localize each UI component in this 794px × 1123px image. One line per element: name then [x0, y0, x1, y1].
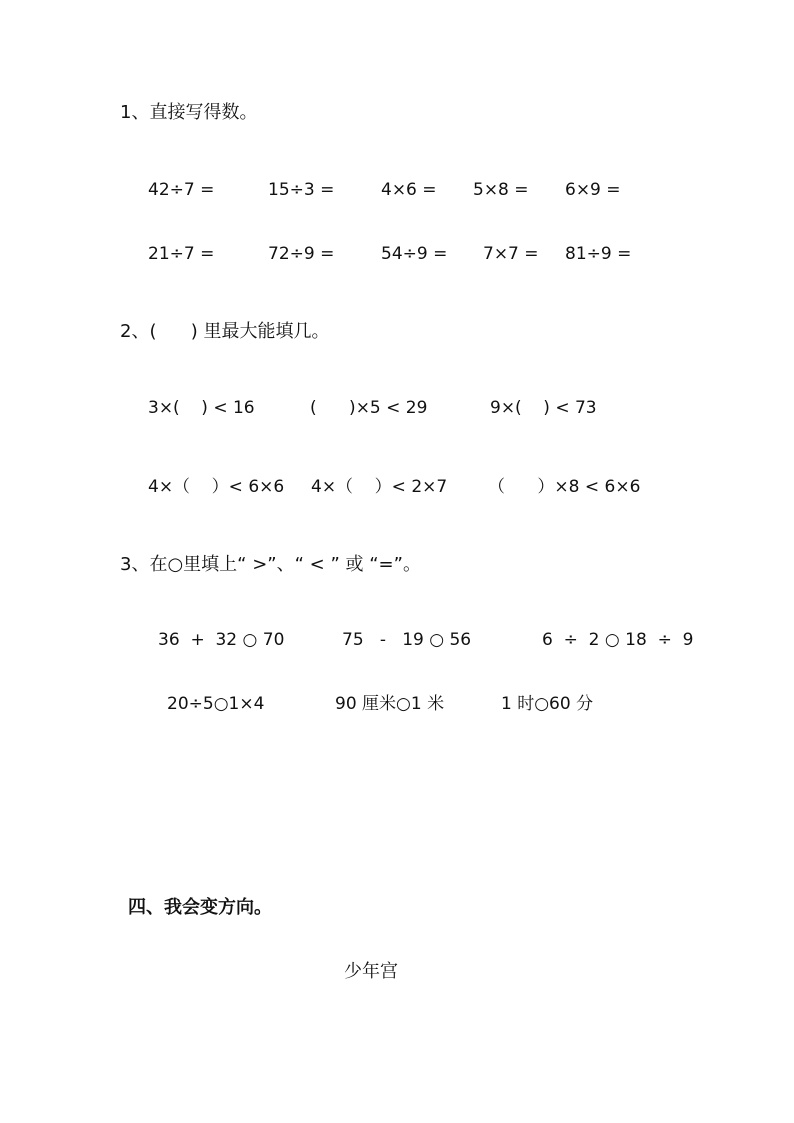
section1-item: 6×9 = — [565, 180, 621, 200]
section2-item: 4×（ ）< 2×7 — [311, 477, 448, 497]
section3-item: 90 厘米○1 米 — [335, 694, 445, 714]
section1-item: 15÷3 = — [268, 180, 335, 200]
section1-item: 21÷7 = — [148, 244, 215, 264]
section3-heading: 3、在○里填上“ >”、“ < ” 或 “=”。 — [120, 554, 421, 575]
section3-item: 36 + 32 ○ 70 — [158, 630, 285, 650]
section3-item: 1 时○60 分 — [501, 694, 594, 714]
section1-heading: 1、直接写得数。 — [120, 102, 258, 123]
section1-item: 5×8 = — [473, 180, 529, 200]
place-label-youth-palace: 少年宫 — [344, 961, 398, 982]
section2-item: 4×（ ）< 6×6 — [148, 477, 285, 497]
section1-item: 81÷9 = — [565, 244, 632, 264]
section3-item: 20÷5○1×4 — [167, 694, 265, 714]
section3-item: 6 ÷ 2 ○ 18 ÷ 9 — [542, 630, 694, 650]
section2-item: 3×( ) < 16 — [148, 398, 255, 418]
section3-item: 75 - 19 ○ 56 — [342, 630, 472, 650]
section2-item: 9×( ) < 73 — [490, 398, 597, 418]
section1-item: 7×7 = — [483, 244, 539, 264]
section2-item: ( )×5 < 29 — [310, 398, 428, 418]
section1-item: 42÷7 = — [148, 180, 215, 200]
section1-item: 72÷9 = — [268, 244, 335, 264]
section4-heading: 四、我会变方向。 — [128, 897, 272, 918]
section1-item: 4×6 = — [381, 180, 437, 200]
section1-item: 54÷9 = — [381, 244, 448, 264]
section2-item: （ ）×8 < 6×6 — [488, 477, 641, 497]
section2-heading: 2、( ) 里最大能填几。 — [120, 321, 330, 342]
